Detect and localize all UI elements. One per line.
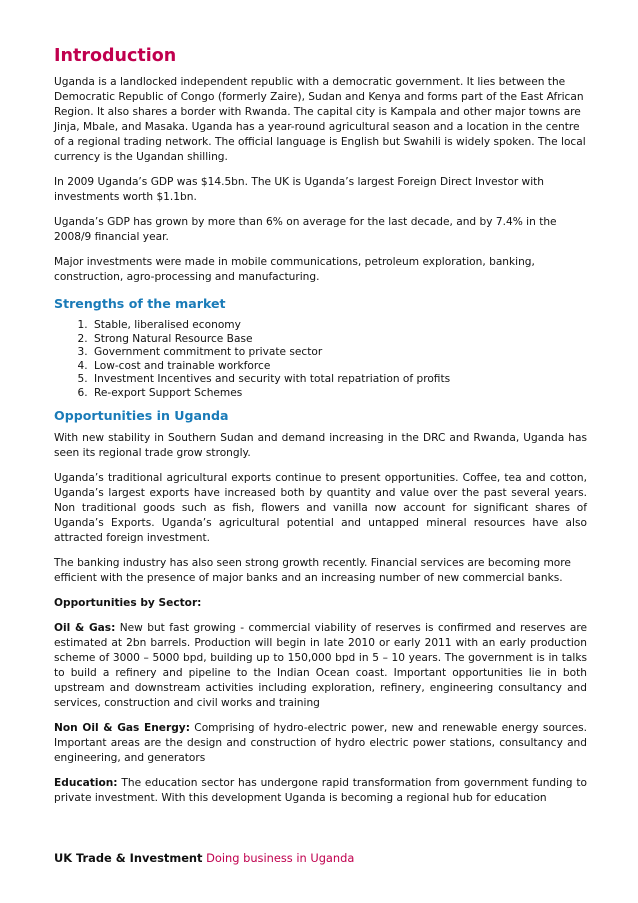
intro-paragraph-2: In 2009 Uganda’s GDP was $14.5bn. The UK is Uganda’s largest Foreign Direct Investor with investments worth $1.1bn. <box>54 176 545 203</box>
intro-paragraph-3: Uganda’s GDP has grown by more than 6% on average for the last decade, and by 7.4% in the 2008/9 financial year. <box>54 216 557 243</box>
sector-label: Education: <box>54 776 118 789</box>
strength-item: 5. Investment Incentives and security with total repatriation of profits <box>91 373 587 387</box>
footer-subtitle: Doing business in Uganda <box>206 851 355 865</box>
strengths-heading: Strengths of the market <box>54 296 226 311</box>
opportunities-paragraph-1: With new stability in Southern Sudan and demand increasing in the DRC and Rwanda, Uganda has seen its regional trade grow strongly. <box>54 431 587 459</box>
sector-non-oil-energy <box>54 721 587 766</box>
sector-label: Oil & Gas: <box>54 621 116 634</box>
page-title: Introduction <box>54 46 177 66</box>
strength-item: 1. Stable, liberalised economy <box>91 319 587 333</box>
strength-item: 2. Strong Natural Resource Base <box>91 333 587 347</box>
sector-text: The education sector has undergone rapid transformation from government funding to private investment. With this development Uganda is becoming a regional hub for education <box>54 776 587 804</box>
sector-text: New but fast growing - commercial viability of reserves is confirmed and reserves are estimated at 2bn barrels. Production will begin in late 2010 or early 2011 with an early production scheme of 3000 – 5000 bpd, building up to 150,000 bpd in 5 – 10 years. The government is in talks to build a refinery and pipeline to the Indian Ocean coast. Important opportunities lie in both upstream and downstream activities including exploration, refinery, engineering consultancy and services, construction and civil works and training <box>54 621 587 709</box>
opportunities-paragraph-3: The banking industry has also seen strong growth recently. Financial services are becoming more efficient with the presence of major banks and an increasing number of new commercial banks. <box>54 556 571 584</box>
strength-item: 3. Government commitment to private sector <box>91 346 587 360</box>
footer-brand: UK Trade & Investment <box>54 851 203 865</box>
sectors-heading-label: Opportunities by Sector: <box>54 596 202 609</box>
intro-paragraph-1: Uganda is a landlocked independent republic with a democratic government. It lies between the Democratic Republic of Congo (formerly Zaire), Sudan and Kenya and forms part of the East African Region. It also shares a border with Rwanda. The capital city is Kampala and other major towns are Jinja, Mbale, and Masaka. Uganda has a year-round agricultural season and a location in the centre of a regional trading network. The official language is English but Swahili is widely spoken. The local currency is the Ugandan shilling. <box>54 76 586 163</box>
strength-item: 6. Re-export Support Schemes <box>91 387 587 401</box>
sector-text: Comprising of hydro-electric power, new and renewable energy sources. Important areas are the design and construction of hydro electric power stations, consultancy and engineering, and generators <box>54 721 587 764</box>
intro-paragraph-4: Major investments were made in mobile communications, petroleum exploration, banking, construction, agro-processing and manufacturing. <box>54 256 535 283</box>
sector-education <box>54 776 587 806</box>
sectors-heading <box>54 596 587 611</box>
document-page <box>54 44 587 816</box>
sector-label: Non Oil & Gas Energy: <box>54 721 190 734</box>
strengths-list <box>54 319 587 401</box>
strength-item: 4. Low-cost and trainable workforce <box>91 360 587 374</box>
sector-oil-gas <box>54 621 587 711</box>
page-footer <box>54 850 354 866</box>
opportunities-paragraph-2: Uganda’s traditional agricultural exports continue to present opportunities. Coffee, tea and cotton, Uganda’s largest exports have increased both by quantity and value over the past several years. Non traditional goods such as fish, flowers and vanilla now account for significant shares of Uganda’s Exports. Uganda’s agricultural potential and untapped mineral resources have also attracted foreign investment. <box>54 471 587 544</box>
opportunities-heading: Opportunities in Uganda <box>54 407 229 423</box>
